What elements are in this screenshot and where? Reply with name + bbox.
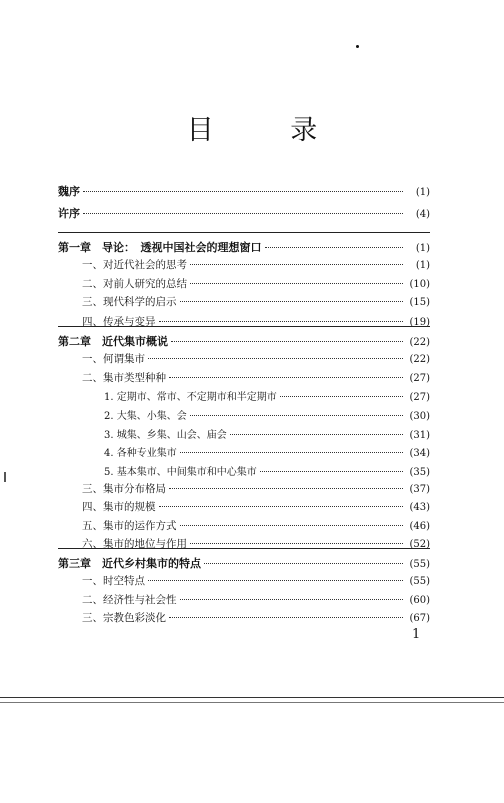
toc-entry-page: (1): [415, 243, 430, 254]
dot-leader: [159, 321, 404, 322]
dot-leader: [169, 377, 403, 378]
dot-leader: [83, 191, 403, 192]
toc-entry-label: 三、现代科学的启示: [82, 296, 177, 308]
bottom-rule-secondary: [0, 702, 504, 703]
toc-chapter-entry[interactable]: [58, 183, 430, 199]
dot-leader: [83, 213, 403, 214]
dot-leader: [265, 247, 404, 248]
toc-section-entry[interactable]: [58, 314, 430, 330]
dot-leader: [180, 301, 404, 302]
dot-leader: [190, 415, 403, 416]
dot-leader: [190, 283, 403, 284]
toc-entry-label: 三、宗教色彩淡化: [82, 612, 166, 624]
toc-section-entry[interactable]: [58, 610, 430, 626]
dot-leader: [148, 580, 403, 581]
toc-entry-page: (55): [409, 559, 430, 570]
toc-entry-page: (4): [415, 209, 430, 220]
dot-leader: [190, 264, 403, 265]
toc-entry-label: 魏序: [58, 185, 80, 198]
toc-entry-page: (52): [409, 539, 430, 550]
toc-entry-label: 四、传承与变异: [82, 316, 156, 328]
toc-entry-label: 第二章 近代集市概说: [58, 335, 168, 348]
toc-entry-page: (27): [409, 373, 430, 384]
toc-entry-page: (10): [409, 279, 430, 290]
dot-leader: [180, 525, 404, 526]
toc-section-entry[interactable]: [58, 518, 430, 534]
toc-entry-page: (22): [409, 354, 430, 365]
toc-entry-page: (37): [409, 484, 430, 495]
toc-entry-label: 三、集市分布格局: [82, 483, 166, 495]
dot-leader: [280, 396, 403, 397]
toc-entry-label: 二、对前人研究的总结: [82, 278, 187, 290]
toc-chapter-entry[interactable]: [58, 205, 430, 221]
toc-entry-label: 3. 城集、乡集、山会、庙会: [104, 430, 227, 441]
toc-entry-label: 一、对近代社会的思考: [82, 259, 187, 271]
dot-leader: [169, 617, 403, 618]
toc-entry-page: (30): [409, 411, 430, 422]
toc-subsection-entry[interactable]: [58, 463, 430, 479]
toc-subsection-entry[interactable]: [58, 407, 430, 423]
toc-entry-page: (31): [409, 430, 430, 441]
toc-entry-page: (46): [409, 521, 430, 532]
toc-entry-label: 第三章 近代乡村集市的特点: [58, 557, 201, 570]
toc-entry-page: (67): [409, 613, 430, 624]
toc-entry-page: (1): [415, 260, 430, 271]
toc-entry-label: 4. 各种专业集市: [104, 448, 177, 459]
ink-speck: [356, 45, 359, 48]
toc-section-entry[interactable]: [58, 294, 430, 310]
toc-entry-label: 2. 大集、小集、会: [104, 411, 187, 422]
dot-leader: [148, 358, 403, 359]
toc-entry-page: (1): [415, 187, 430, 198]
toc-entry-page: (60): [409, 595, 430, 606]
toc-chapter-entry[interactable]: [58, 333, 430, 349]
toc-entry-label: 四、集市的规模: [82, 501, 156, 513]
toc-section-entry[interactable]: [58, 276, 430, 292]
dot-leader: [190, 543, 403, 544]
toc-entry-page: (55): [409, 576, 430, 587]
dot-leader: [169, 488, 403, 489]
toc-section-entry[interactable]: [58, 370, 430, 386]
toc-section-entry[interactable]: [58, 536, 430, 552]
toc-section-entry[interactable]: [58, 257, 430, 273]
toc-entry-label: 一、时空特点: [82, 575, 145, 587]
toc-chapter-entry[interactable]: [58, 555, 430, 571]
page-title: 目 录: [186, 115, 352, 146]
toc-entry-page: (35): [409, 467, 430, 478]
bottom-rule: [0, 697, 504, 698]
toc-entry-label: 许序: [58, 207, 80, 220]
chapter-divider: [58, 548, 430, 549]
toc-entry-page: (27): [409, 392, 430, 403]
toc-entry-label: 一、何谓集市: [82, 353, 145, 365]
toc-entry-page: (22): [409, 337, 430, 348]
toc-entry-page: (34): [409, 448, 430, 459]
toc-entry-label: 二、经济性与社会性: [82, 594, 177, 606]
scan-mark: [4, 472, 6, 482]
toc-section-entry[interactable]: [58, 573, 430, 589]
page-number: 1: [412, 627, 421, 642]
dot-leader: [159, 506, 404, 507]
dot-leader: [180, 599, 404, 600]
toc-entry-label: 第一章 导论： 透视中国社会的理想窗口: [58, 241, 262, 254]
toc-section-entry[interactable]: [58, 481, 430, 497]
dot-leader: [171, 341, 403, 342]
chapter-divider: [58, 326, 430, 327]
dot-leader: [204, 563, 403, 564]
toc-subsection-entry[interactable]: [58, 388, 430, 404]
toc-entry-label: 1. 定期市、常市、不定期市和半定期市: [104, 392, 277, 403]
toc-entry-label: 五、集市的运作方式: [82, 520, 177, 532]
dot-leader: [180, 452, 403, 453]
toc-entry-page: (19): [409, 317, 430, 328]
toc-section-entry[interactable]: [58, 592, 430, 608]
dot-leader: [260, 471, 403, 472]
toc-section-entry[interactable]: [58, 499, 430, 515]
chapter-divider: [58, 232, 430, 233]
toc-entry-label: 5. 基本集市、中间集市和中心集市: [104, 467, 257, 478]
dot-leader: [230, 434, 403, 435]
toc-section-entry[interactable]: [58, 351, 430, 367]
toc-entry-page: (43): [409, 502, 430, 513]
toc-chapter-entry[interactable]: [58, 239, 430, 255]
toc-entry-label: 六、集市的地位与作用: [82, 538, 187, 550]
toc-entry-label: 二、集市类型种种: [82, 372, 166, 384]
toc-subsection-entry[interactable]: [58, 426, 430, 442]
toc-entry-page: (15): [409, 297, 430, 308]
toc-subsection-entry[interactable]: [58, 444, 430, 460]
